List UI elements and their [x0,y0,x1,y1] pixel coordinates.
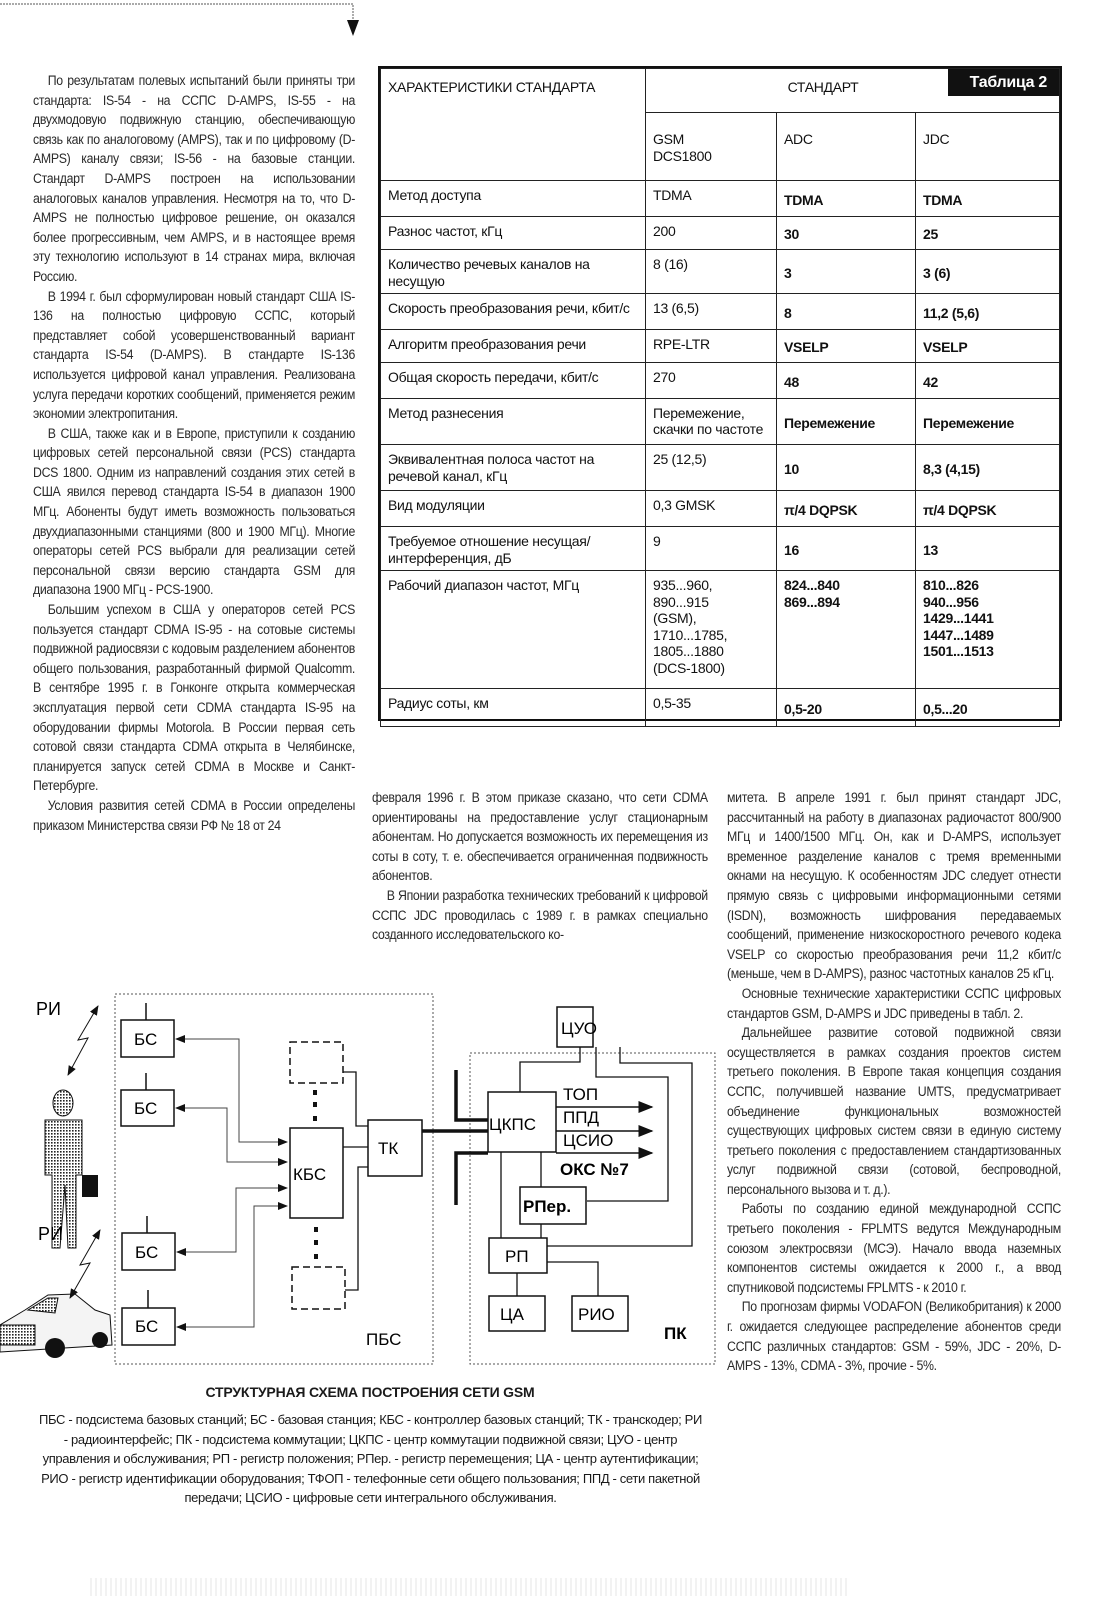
value-cell: 13 (6,5) [646,294,777,330]
characteristic-name-cell: Разнос частот, кГц [381,217,646,250]
standard-name-cell: GSM DCS1800 [646,113,777,181]
bs-label: БС [135,1243,159,1262]
header-standard [646,69,1060,113]
dashed-kbs-box [292,1267,345,1309]
value-cell: 935...960, 890...915 (GSM), 1710...1785, 1805...1880 (DCS-1800) [646,571,777,689]
kbs-label: КБС [293,1165,327,1184]
characteristic-name-cell: Радиус соты, км [381,689,646,727]
gsm-network-diagram [0,980,720,1380]
characteristic-name-cell: Количество речевых каналов на несущую [381,250,646,294]
article-column-middle [372,788,708,945]
value-cell: 0,5...20 [916,689,1060,727]
article-column-left [33,71,355,835]
car-icon [0,1294,112,1358]
standards-table [378,66,1062,721]
characteristic-name-cell: Алгоритм преобразования речи [381,330,646,363]
value-cell: Перемежение [777,399,916,445]
characteristic-name-cell: Общая скорость передачи, кбит/с [381,363,646,399]
tsa-label: ЦА [500,1305,524,1324]
table-row [381,445,1060,491]
value-cell: 48 [777,363,916,399]
value-cell: TDMA [916,181,1060,217]
value-cell: 42 [916,363,1060,399]
standard-name-cell: JDC [916,113,1060,181]
radio-link-top [68,1006,98,1075]
header-standard-label: СТАНДАРТ [787,79,859,95]
value-cell: 824...840 869...894 [777,571,916,689]
header-characteristics: ХАРАКТЕРИСТИКИ СТАНДАРТА [381,69,646,181]
paragraph: Работы по созданию единой международной ССПС третьего поколения - FPLMTS ведутся Международным союзом электросвязи (МСЭ). Начало ввода наземных компонентов системы ожидается к 2000 г., а ввод спутниковой подсистемы FPLMTS - к 2010 г. [727,1201,1061,1295]
characteristic-name-cell: Эквивалентная полоса частот на речевой канал, кГц [381,445,646,491]
table-row [381,689,1060,727]
value-cell: TDMA [777,181,916,217]
value-cell: VSELP [777,330,916,363]
characteristic-name-cell: Скорость преобразования речи, кбит/с [381,294,646,330]
paragraph: Дальнейшее развитие сотовой подвижной связи осуществляется в рамках создания проектов систем третьего поколения. В Европе такая концепция создания ССПС, получившей название UMTS, предусматривает объединение функциональных возможностей существующих цифровых систем связи в единую систему третьего поколения с предоставлением стандартизованных услуг подвижной связи (сотовой, беспроводной, персонального вызова и т. д.). [727,1025,1061,1197]
paragraph: В 1994 г. был сформулирован новый стандарт США IS-136 на полностью цифровую ССПС, который представляет собой усовершенствованный вариант стандарта IS-54 (D-AMPS). В стандарте IS-136 используется цифровой канал управления. Реализована услуга передачи коротких сообщений, применяется режим экономии электропитания. [33,288,355,422]
value-cell: 16 [777,527,916,571]
paragraph: По прогнозам фирмы VODAFON (Великобритания) к 2000 г. ожидается следующее распределение абонентов среди ССПС различных стандартов: GSM - 59%, JDC - 20%, D-AMPS - 13%, CDMA - 3%, прочие - 5%. [727,1299,1061,1374]
pk-label: ПК [664,1324,687,1343]
rp-label: РП [505,1247,529,1266]
top-label: ТОП [563,1085,599,1104]
value-cell: Перемежение [916,399,1060,445]
characteristic-name-cell: Требуемое отношение несущая/интерференция, дБ [381,527,646,571]
tk-label: ТК [378,1139,399,1158]
value-cell: 25 [916,217,1060,250]
table-row [381,217,1060,250]
tsio-label: ЦСИО [563,1131,614,1150]
value-cell: π/4 DQPSK [916,491,1060,527]
value-cell: VSELP [916,330,1060,363]
standard-name-cell: ADC [777,113,916,181]
diagram-title: СТРУКТУРНАЯ СХЕМА ПОСТРОЕНИЯ СЕТИ GSM [205,1384,535,1400]
table-row [381,399,1060,445]
tskps-label: ЦКПС [489,1115,536,1134]
table-row [381,571,1060,689]
value-cell: 0,3 GMSK [646,491,777,527]
tsuo-label: ЦУО [561,1019,598,1038]
value-cell: 200 [646,217,777,250]
bs-label: БС [134,1099,158,1118]
paragraph: Большим успехом в США у операторов сетей PCS пользуется стандарт CDMA IS-95 - на сотовые системы подвижной радиосвязи с кодовым разделением абонентов общего пользования, разработанный фирмой Qualcomm. В сентябре 1995 г. в Гонконге открыта коммерческая эксплуатация первой сети CDMA стандарта IS-95 на оборудовании фирмы Motorola. В России первая сеть сотовой связи стандарта CDMA открыта в Челябинске, планируется запуск сетей CDMA в Москве и Санкт-Петербурге. [33,602,355,794]
bs-label: БС [134,1030,158,1049]
paragraph: Основные технические характеристики ССПС цифровых стандартов GSM, D-AMPS и JDC приведены в табл. 2. [727,985,1061,1021]
value-cell: 270 [646,363,777,399]
diagram-legend: ПБС - подсистема базовых станций; БС - базовая станция; КБС - контроллер базовых станций; ТК - транскодер; РИ - радиоинтерфейс; ПК - подсистема коммутации; ЦКПС - центр коммутации подвижной связи; ЦУО - центр управления и обслуживания; РП - регистр положения; РПер. - регистр перемещения; ЦА - центр аутентификации; РИО - регистр идентификации оборудования; ТФОП - телефонные сети общего пользования; ППД - сети пакетной передачи; ЦСИО - цифровые сети интегрального обслуживания. [39,1412,702,1505]
paragraph: По результатам полевых испытаний были приняты три стандарта: IS-54 - на ССПС D-AMPS, IS-55 - на двухмодовую подвижную станцию, обеспечивающую связь как по аналоговому (AMPS), так и по цифровому (D-AMPS) каналу связи; IS-56 - на базовые станции. Стандарт D-AMPS построен на использовании аналоговых каналов управления. Несмотря на то, что D-AMPS не полностью цифровое решение, он оказался более прогрессивным, чем AMPS, и в настоящее время эту технологию используют в 14 странах мира, включая Россию. [33,73,355,284]
paragraph: Условия развития сетей CDMA в России определены приказом Министерства связи РФ № 18 от 24 [33,797,355,833]
value-cell: 30 [777,217,916,250]
characteristic-name-cell: Рабочий диапазон частот, МГц [381,571,646,689]
value-cell: 13 [916,527,1060,571]
value-cell: 0,5-20 [777,689,916,727]
table-row [381,363,1060,399]
scan-artifact [90,1578,850,1596]
value-cell: 10 [777,445,916,491]
table-row [381,294,1060,330]
ri-label-top: РИ [36,999,61,1019]
value-cell: 9 [646,527,777,571]
pbs-label: ПБС [366,1330,402,1349]
characteristic-name-cell: Метод доступа [381,181,646,217]
ri-label-bottom: РИ [38,1224,63,1244]
value-cell: 25 (12,5) [646,445,777,491]
paragraph: февраля 1996 г. В этом приказе сказано, что сети CDMA ориентированы на предоставление услуг стационарным абонентам. Но допускается возможность их перемещения из соты в соту, т. е. обеспечивается ограниченная подвижность абонентов. [372,790,708,884]
value-cell: Перемежение, скачки по частоте [646,399,777,445]
value-cell: 8,3 (4,15) [916,445,1060,491]
characteristic-name-cell: Вид модуляции [381,491,646,527]
value-cell: 0,5-35 [646,689,777,727]
page-continuation-arrow-icon [0,0,380,40]
dashed-kbs-box [290,1042,343,1083]
value-cell: 8 (16) [646,250,777,294]
article-column-right [727,788,1061,1376]
table-row [381,527,1060,571]
value-cell: RPE-LTR [646,330,777,363]
table-row [381,491,1060,527]
paragraph: митета. В апреле 1991 г. был принят стандарт JDC, рассчитанный на работу в диапазонах радиочастот 800/900 МГц и 1400/1500 МГц. Он, как и D-AMPS, использует временное разделение каналов с тремя временными окнами на несущую. К особенностям JDC следует отнести прямую связь с цифровыми информационными сетями (ISDN), возможность шифрования передаваемых сообщений, применение низкоскоростного речевого кодека VSELP со скоростью преобразования речи 11,2 кбит/с (меньше, чем в D-AMPS), разнос частотных каналов 25 кГц. [727,790,1061,982]
table-number-badge: Таблица 2 [948,69,1059,96]
value-cell: 8 [777,294,916,330]
paragraph: В Японии разработка технических требований к цифровой ССПС JDC проводилась с 1989 г. в рамках специально созданного исследовательского ко- [372,887,708,943]
table-row [381,181,1060,217]
rio-label: РИО [578,1305,615,1324]
bs-label: БС [135,1317,159,1336]
oks-label: ОКС №7 [560,1160,629,1179]
rper-label: РПер. [523,1197,572,1216]
value-cell: 810...826 940...956 1429...1441 1447...1489 1501...1513 [916,571,1060,689]
value-cell: 11,2 (5,6) [916,294,1060,330]
table-row [381,330,1060,363]
table-row [381,250,1060,294]
paragraph: В США, также как и в Европе, приступили к созданию цифровых сетей персональной связи (PCS) стандарта DCS 1800. Одним из направлений создания этих сетей в США явился перевод стандарта IS-54 в диапазон 1900 МГц. Абоненты будут иметь возможность пользоваться двухдиапазонными станциями (800 и 1900 МГц). Многие операторы сетей PCS выбрали для реализации сетей персональной связи версию стандарта GSM для диапазона 1900 МГц - PCS-1900. [33,425,355,598]
value-cell: 3 [777,250,916,294]
value-cell: TDMA [646,181,777,217]
ppd-label: ППД [563,1108,599,1127]
value-cell: π/4 DQPSK [777,491,916,527]
value-cell: 3 (6) [916,250,1060,294]
characteristic-name-cell: Метод разнесения [381,399,646,445]
